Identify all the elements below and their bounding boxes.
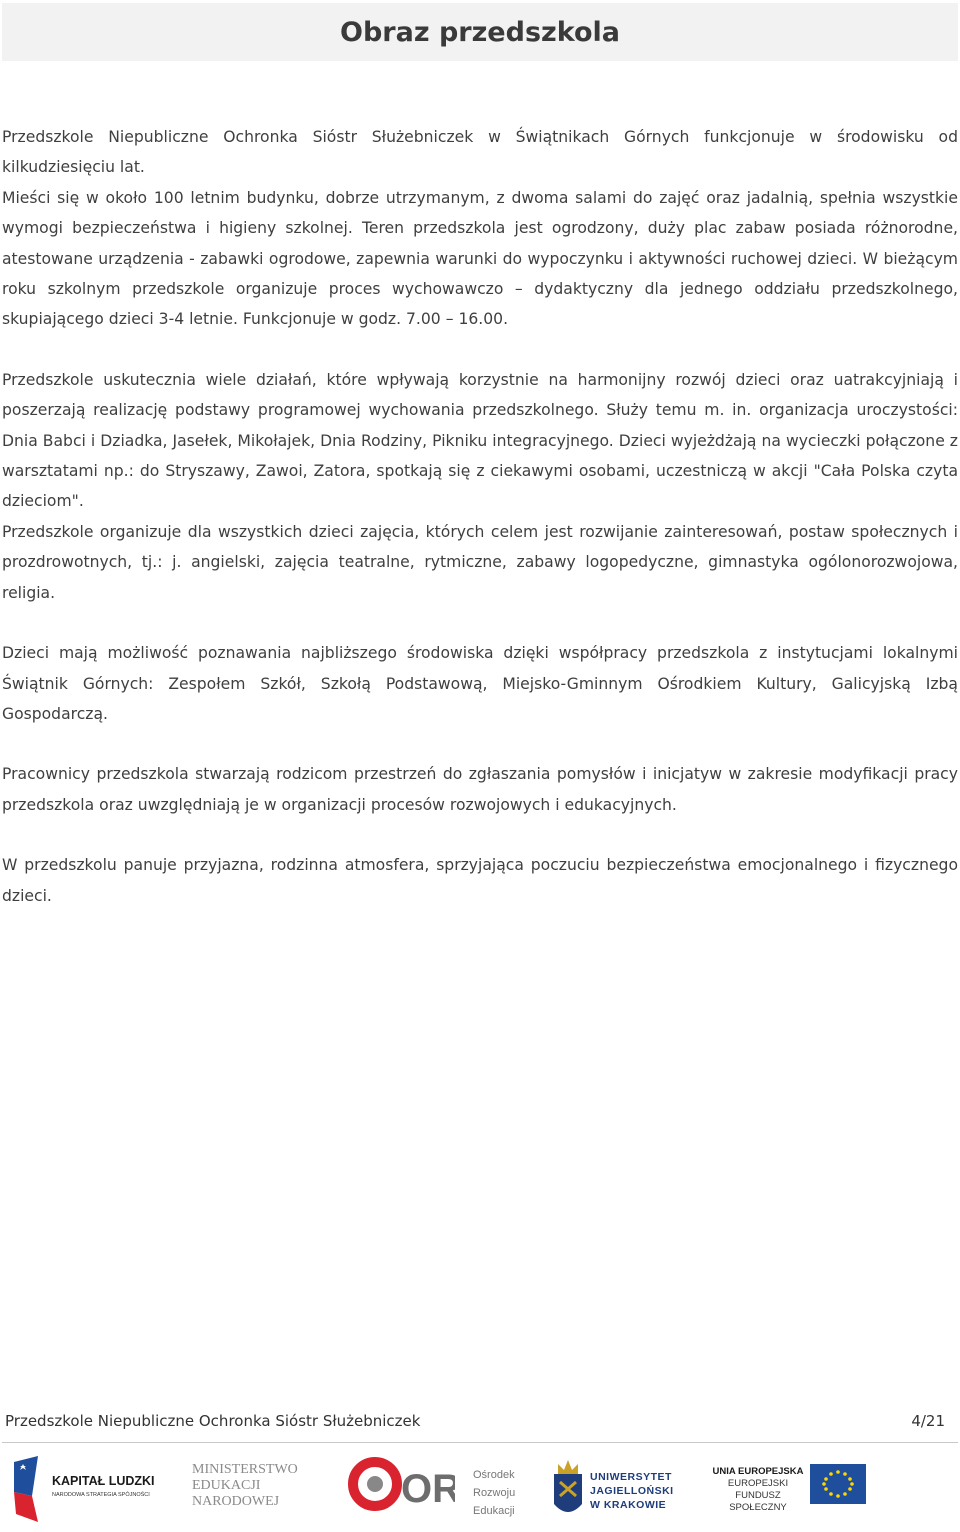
kapital-ludzki-logo: KAPITAŁ LUDZKI NARODOWA STRATEGIA SPÓJNOŚCI xyxy=(10,1452,170,1527)
eu-flag-icon xyxy=(810,1464,866,1504)
unia-europejska-logo: UNIA EUROPEJSKA EUROPEJSKI FUNDUSZ SPOŁECZNY xyxy=(706,1452,866,1527)
page-title: Obraz przedszkola xyxy=(340,17,620,48)
uniwersytet-jagiellonski-logo: UNIWERSYTET JAGIELLOŃSKI W KRAKOWIE xyxy=(548,1452,688,1527)
footer-divider xyxy=(2,1442,958,1443)
paragraph: Przedszkole uskutecznia wiele działań, które wpływają korzystnie na harmonijny rozwój dzieci oraz uatrakcyjniają i poszerzają realizację podstawy programowej wychowania przedszkolnego. Służy temu m. in. organizacja uroczystości: Dnia Babci i Dziadka, Jasełek, Mikołajek, Dnia Rodziny, Pikniku integracyjnego. Dzieci wyjeżdżają na wycieczki połączone z warsztatami np.: do Stryszawy, Zawoi, Zatora, spotkają się z ciekawymi osobami, uczestniczą w akcji "Cała Polska czyta dzieciom". xyxy=(2,370,958,511)
paragraph: W przedszkolu panuje przyjazna, rodzinna atmosfera, sprzyjająca poczuciu bezpieczeństwa emocjonalnego i fizycznego dzieci. xyxy=(2,856,958,905)
ore-emblem xyxy=(345,1452,455,1527)
footer-org-name: Przedszkole Niepubliczne Ochronka Sióstr Służebniczek xyxy=(5,1412,421,1430)
document-body xyxy=(2,122,958,911)
page-footer xyxy=(5,1406,945,1436)
paragraph: Przedszkole Niepubliczne Ochronka Sióstr Służebniczek w Świątnikach Górnych funkcjonuje w środowisku od kilkudziesięciu lat. xyxy=(2,128,958,177)
ore-logo: OR Ośrodek Rozwoju Edukacji xyxy=(345,1452,535,1527)
paragraph: Przedszkole organizuje dla wszystkich dzieci zajęcia, których celem jest rozwijanie zainteresowań, postaw społecznych i prozdrowotnych, tj.: j. angielski, zajęcia teatralne, rytmiczne, zabawy logopedyczne, gimnastyka ogólonorozwojowa, religia. xyxy=(2,522,958,602)
paragraph: Mieści się w około 100 letnim budynku, dobrze utrzymanym, z dwoma salami do zajęć oraz jadalnią, spełnia wszystkie wymogi bezpieczeństwa i higieny szkolnej. Teren przedszkola jest ogrodzony, duży plac zabaw posiada różnorodne, atestowane urządzenia - zabawki ogrodowe, zapewnia warunki do wypoczynku i aktywności ruchowej dzieci. W bieżącym roku szkolnym przedszkole organizuje proces wychowawczo – dydaktyczny dla jednego oddziału przedszkolnego, skupiającego dzieci 3-4 letnie. Funkcjonuje w godz. 7.00 – 16.00. xyxy=(2,188,958,329)
page-header xyxy=(2,3,958,61)
uj-crest-icon xyxy=(548,1452,588,1527)
page-number: 4/21 xyxy=(911,1412,945,1430)
svg-text:ORE: OR xyxy=(401,1467,455,1511)
paragraph: Dzieci mają możliwość poznawania najbliższego środowiska dzięki współpracy przedszkola z instytucjami lokalnymi Świątnik Górnych: Zespołem Szkół, Szkołą Podstawową, Miejsko-Gminnym Ośrodkiem Kultury, Galicyjską Izbą Gospodarczą. xyxy=(2,644,958,723)
kapital-ludzki-emblem xyxy=(10,1452,170,1527)
paragraph: Pracownicy przedszkola stwarzają rodzicom przestrzeń do zgłaszania pomysłów i inicjatyw w zakresie modyfikacji pracy przedszkola oraz uwzględniają je w organizacji procesów rozwojowych i edukacyjnych. xyxy=(2,765,958,814)
ministerstwo-edukacji-logo: MINISTERSTWO EDUKACJI NARODOWEJ xyxy=(192,1462,298,1509)
sponsor-logos xyxy=(0,1452,960,1527)
